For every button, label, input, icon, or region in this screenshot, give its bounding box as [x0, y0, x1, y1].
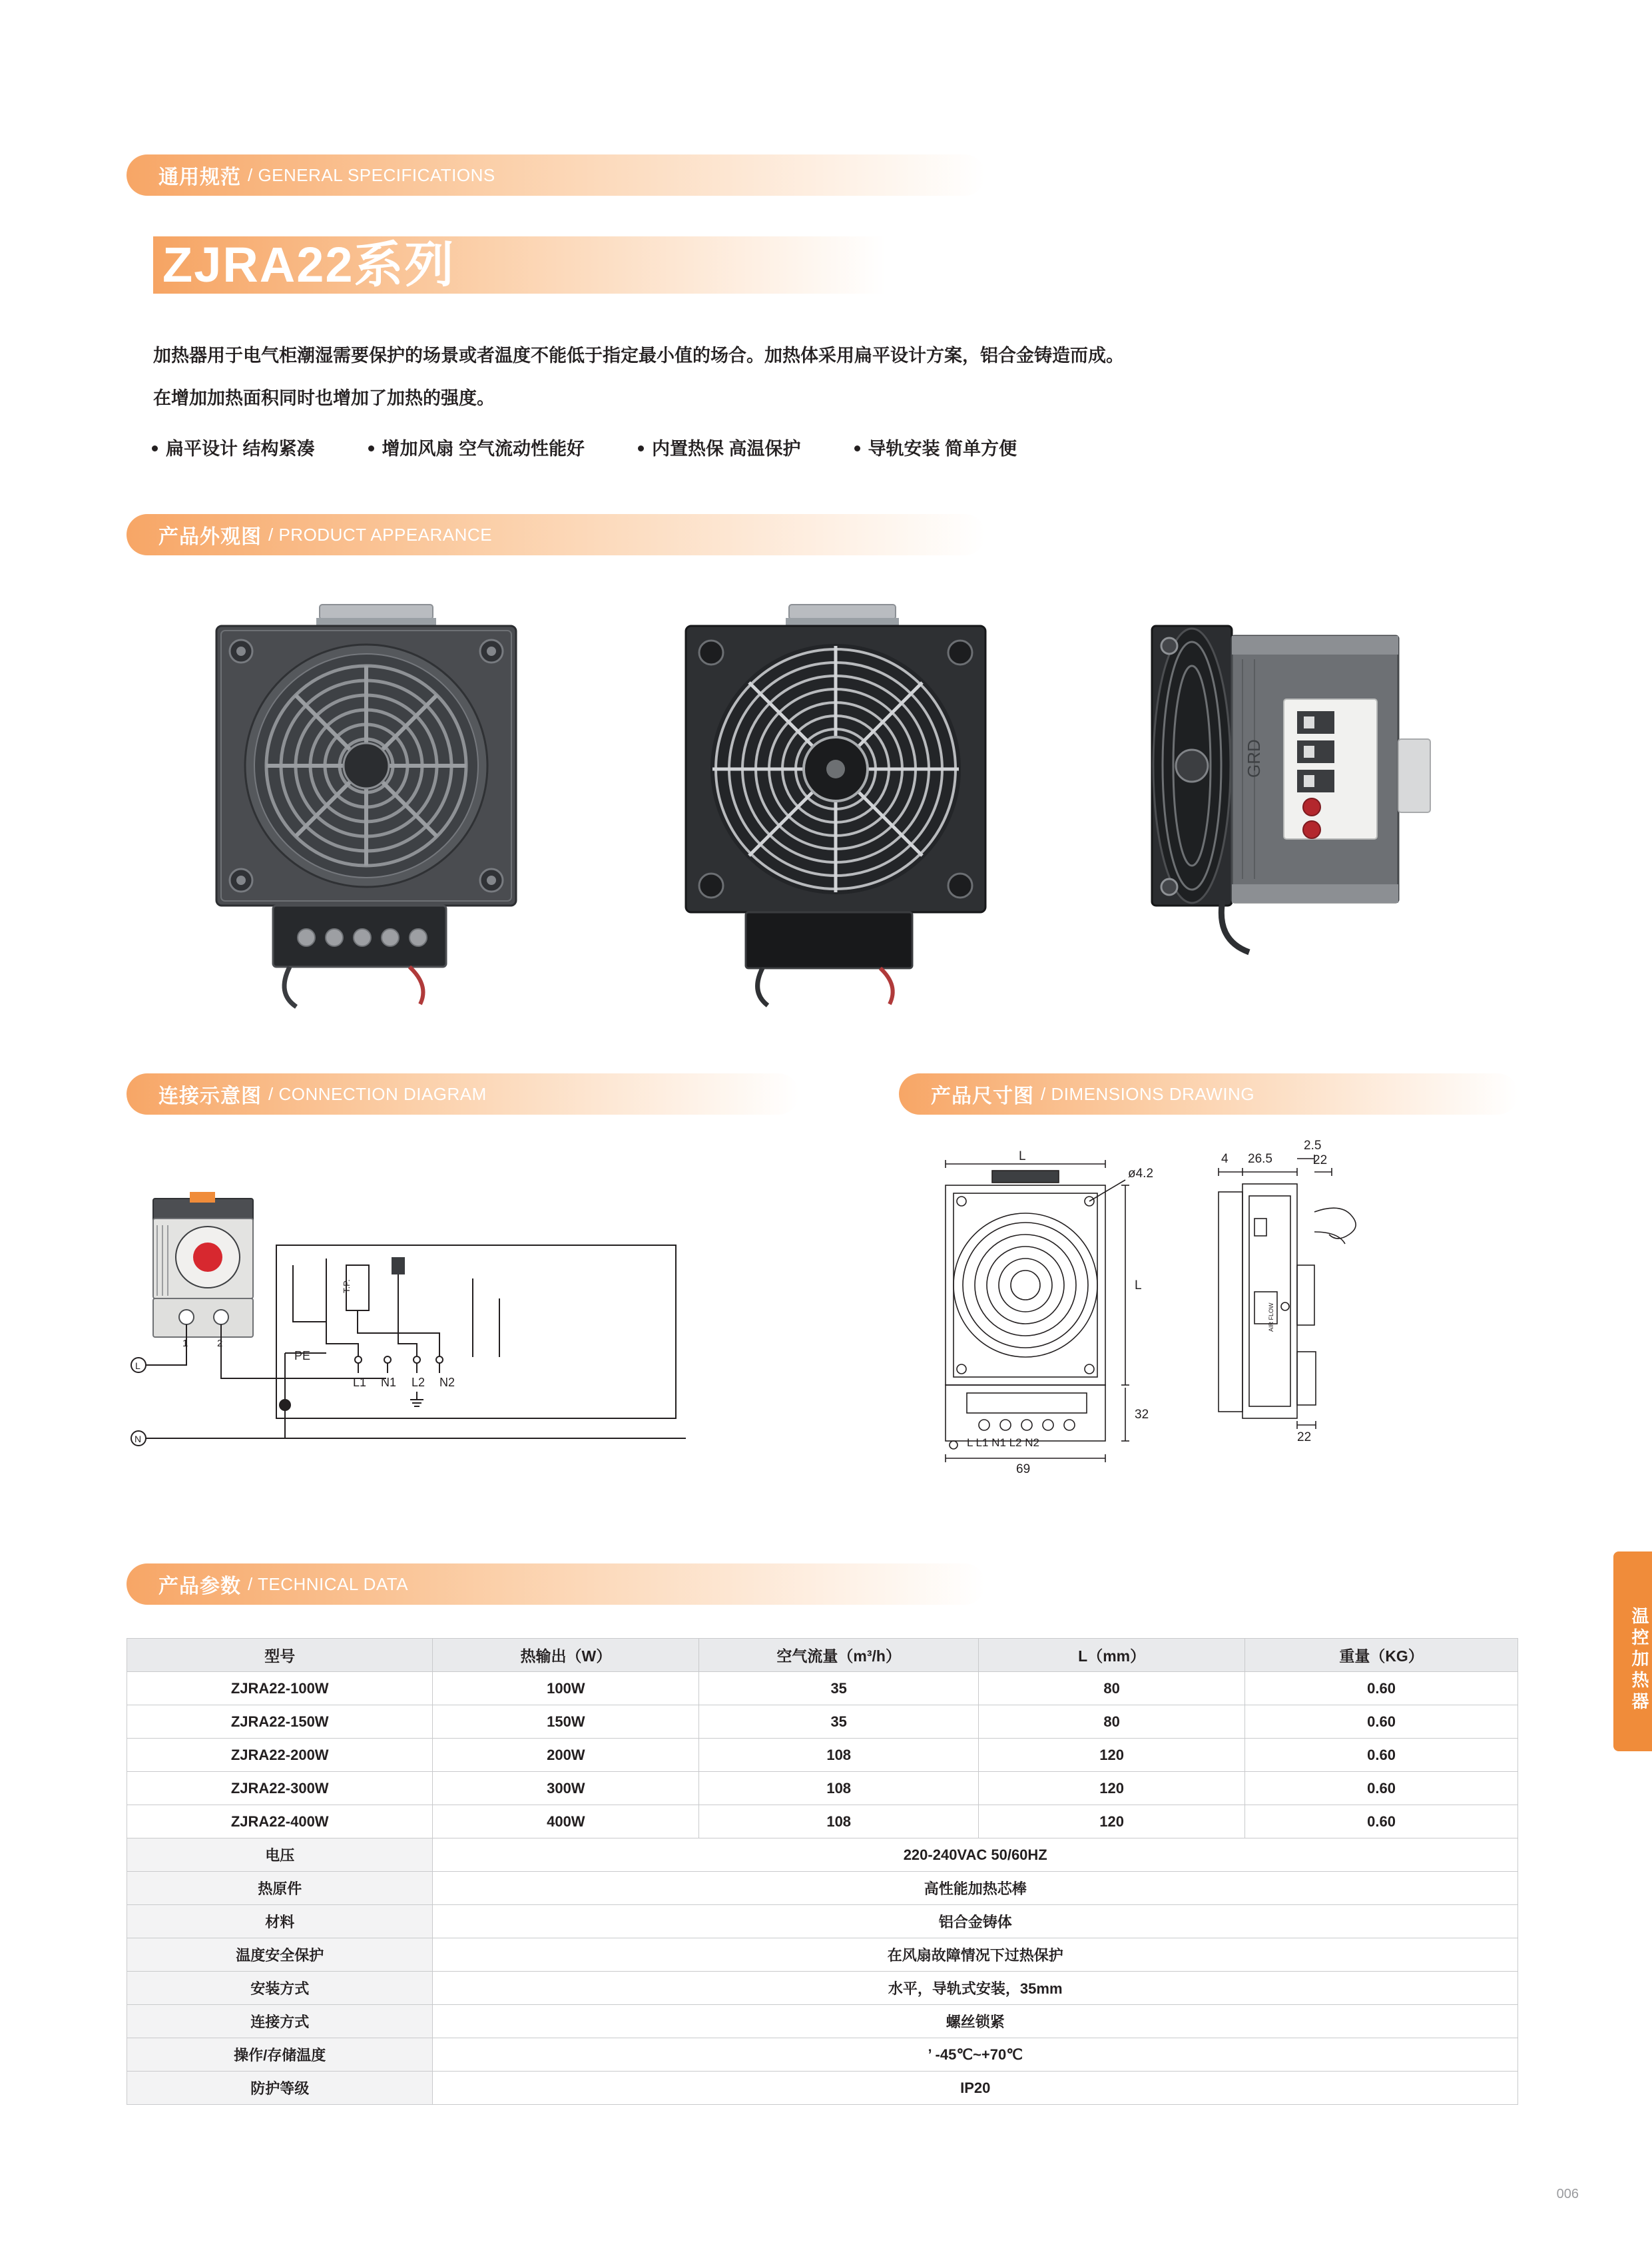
- cell-length: 120: [979, 1805, 1245, 1838]
- cell-airflow: 108: [699, 1772, 979, 1805]
- cell-weight: 0.60: [1245, 1805, 1518, 1838]
- page-number: 006: [1556, 2187, 1579, 2201]
- section-header-technical: [127, 1563, 985, 1605]
- feature-bullet-4-label: 导轨安装 简单方便: [868, 439, 1017, 459]
- side-tab: 温控加热器: [1613, 1551, 1652, 1751]
- product-photo-front-fan: [646, 599, 1019, 1025]
- thermal-protector-label: T.P.: [342, 1279, 352, 1293]
- svg-text:L: L: [135, 1360, 140, 1371]
- section-header-appearance-cn: 产品外观图: [158, 526, 262, 548]
- table-header-output: 热输出（W）: [433, 1639, 699, 1672]
- cell-length: 120: [979, 1739, 1245, 1772]
- product-photo-side-view: [1112, 599, 1485, 1025]
- cell-model: ZJRA22-100W: [127, 1672, 433, 1705]
- spec-row: [127, 1838, 1518, 1872]
- dim-label-h32: 32: [1135, 1408, 1149, 1422]
- table-header-airflow: 空气流量（m³/h）: [699, 1639, 979, 1672]
- dim-label-265: 26.5: [1248, 1152, 1272, 1166]
- cell-output: 100W: [433, 1672, 699, 1705]
- cell-length: 80: [979, 1705, 1245, 1739]
- intro-line-2: 在增加加热面积同时也增加了加热的强度。: [153, 388, 495, 408]
- table-header-model: 型号: [127, 1639, 433, 1672]
- spec-label: 电压: [127, 1838, 433, 1872]
- dim-label-22-bottom: 22: [1297, 1430, 1312, 1444]
- table-row: [127, 1672, 1518, 1705]
- intro-line-1: 加热器用于电气柜潮湿需要保护的场景或者温度不能低于指定最小值的场合。加热体采用扁平设计方案，铝合金铸造而成。: [153, 346, 1124, 366]
- section-header-dimensions: [899, 1073, 1518, 1115]
- dim-label-hole: ø4.2: [1128, 1167, 1154, 1181]
- feature-bullet-4: [854, 434, 1017, 460]
- product-photo-front-fins: [180, 599, 553, 1025]
- section-header-appearance-en: / PRODUCT APPEARANCE: [268, 524, 493, 545]
- svg-text:2: 2: [217, 1338, 223, 1349]
- section-header-technical-en: / TECHNICAL DATA: [248, 1573, 409, 1594]
- product-title-text: ZJRA22系列: [162, 237, 455, 292]
- cell-weight: 0.60: [1245, 1672, 1518, 1705]
- section-header-technical-cn: 产品参数: [158, 1575, 241, 1597]
- table-header-weight: 重量（KG）: [1245, 1639, 1518, 1672]
- dim-label-air-flow: AIR FLOW: [1268, 1302, 1274, 1332]
- spec-value: IP20: [433, 2072, 1518, 2105]
- cell-weight: 0.60: [1245, 1772, 1518, 1805]
- product-title: [153, 236, 886, 294]
- section-header-general: [127, 154, 985, 196]
- spec-label: 安装方式: [127, 1972, 433, 2005]
- dim-label-terminals: L L1 N1 L2 N2: [967, 1436, 1039, 1449]
- section-header-connection-en: / CONNECTION DIAGRAM: [268, 1083, 487, 1104]
- dim-label-w69: 69: [1016, 1462, 1031, 1476]
- connection-label-n1: N1: [381, 1376, 397, 1389]
- cell-output: 300W: [433, 1772, 699, 1805]
- bullet-dot-icon: [152, 445, 158, 451]
- table-row: [127, 1705, 1518, 1739]
- dim-label-top-l: L: [1019, 1149, 1026, 1163]
- section-header-connection-cn: 连接示意图: [158, 1085, 262, 1107]
- spec-row: [127, 1938, 1518, 1972]
- connection-label-n2: N2: [439, 1376, 455, 1389]
- spec-value: 铝合金铸体: [433, 1905, 1518, 1938]
- table-header-row: [127, 1639, 1518, 1672]
- spec-label: 材料: [127, 1905, 433, 1938]
- cell-weight: 0.60: [1245, 1739, 1518, 1772]
- table-row: [127, 1805, 1518, 1838]
- feature-bullet-1: [152, 434, 315, 460]
- section-header-general-en: / GENERAL SPECIFICATIONS: [248, 164, 495, 185]
- bullet-dot-icon: [638, 445, 644, 451]
- spec-row: [127, 1972, 1518, 2005]
- connection-label-l2: L2: [412, 1376, 425, 1389]
- feature-bullet-2: [368, 434, 585, 460]
- spec-row: [127, 2005, 1518, 2038]
- table-row: [127, 1772, 1518, 1805]
- section-header-general-cn: 通用规范: [158, 166, 241, 188]
- technical-data-table: [127, 1638, 1518, 2105]
- spec-row: [127, 2038, 1518, 2072]
- cell-airflow: 108: [699, 1739, 979, 1772]
- spec-value: 220-240VAC 50/60HZ: [433, 1838, 1518, 1872]
- feature-bullet-3-label: 内置热保 高温保护: [652, 439, 801, 459]
- feature-bullet-2-label: 增加风扇 空气流动性能好: [382, 439, 585, 459]
- cell-length: 80: [979, 1672, 1245, 1705]
- section-header-connection: [127, 1073, 799, 1115]
- spec-label: 连接方式: [127, 2005, 433, 2038]
- spec-row: [127, 1905, 1518, 1938]
- cell-model: ZJRA22-150W: [127, 1705, 433, 1739]
- spec-label: 操作/存储温度: [127, 2038, 433, 2072]
- cell-model: ZJRA22-400W: [127, 1805, 433, 1838]
- feature-bullets: [152, 434, 1517, 460]
- spec-value: 螺丝锁紧: [433, 2005, 1518, 2038]
- connection-diagram: [127, 1179, 792, 1525]
- cell-output: 400W: [433, 1805, 699, 1838]
- section-header-dimensions-cn: 产品尺寸图: [931, 1085, 1034, 1107]
- feature-bullet-1-label: 扁平设计 结构紧凑: [166, 439, 315, 459]
- dim-label-side-l: L: [1135, 1278, 1142, 1292]
- dim-label-4: 4: [1221, 1152, 1229, 1166]
- table-header-length: L（mm）: [979, 1639, 1245, 1672]
- spec-value: 高性能加热芯棒: [433, 1872, 1518, 1905]
- cell-airflow: 35: [699, 1705, 979, 1739]
- cell-weight: 0.60: [1245, 1705, 1518, 1739]
- feature-bullet-3: [638, 434, 801, 460]
- connection-label-pe: PE: [294, 1349, 311, 1362]
- connection-label-l1: L1: [353, 1376, 367, 1389]
- spec-label: 温度安全保护: [127, 1938, 433, 1972]
- section-header-appearance: [127, 514, 985, 555]
- spec-label: 热原件: [127, 1872, 433, 1905]
- svg-text:N: N: [135, 1434, 142, 1444]
- section-header-dimensions-en: / DIMENSIONS DRAWING: [1041, 1083, 1255, 1104]
- svg-text:1: 1: [182, 1338, 188, 1349]
- spec-value: 在风扇故障情况下过热保护: [433, 1938, 1518, 1972]
- cell-airflow: 35: [699, 1672, 979, 1705]
- cell-length: 120: [979, 1772, 1245, 1805]
- photo-grd-label: GRD: [1244, 739, 1264, 778]
- cell-model: ZJRA22-300W: [127, 1772, 433, 1805]
- dimensions-drawing: [906, 1132, 1571, 1505]
- cell-output: 200W: [433, 1739, 699, 1772]
- product-photos: [133, 593, 1531, 1012]
- table-row: [127, 1739, 1518, 1772]
- spec-label: 防护等级: [127, 2072, 433, 2105]
- bullet-dot-icon: [368, 445, 374, 451]
- spec-row: [127, 1872, 1518, 1905]
- cell-model: ZJRA22-200W: [127, 1739, 433, 1772]
- spec-value: 水平，导轨式安装，35mm: [433, 1972, 1518, 2005]
- spec-value: ’ -45℃~+70℃: [433, 2038, 1518, 2072]
- bullet-dot-icon: [854, 445, 860, 451]
- cell-airflow: 108: [699, 1805, 979, 1838]
- dim-label-25: 2.5: [1304, 1139, 1322, 1153]
- dim-label-22-top: 22: [1313, 1153, 1328, 1167]
- spec-row: [127, 2072, 1518, 2105]
- cell-output: 150W: [433, 1705, 699, 1739]
